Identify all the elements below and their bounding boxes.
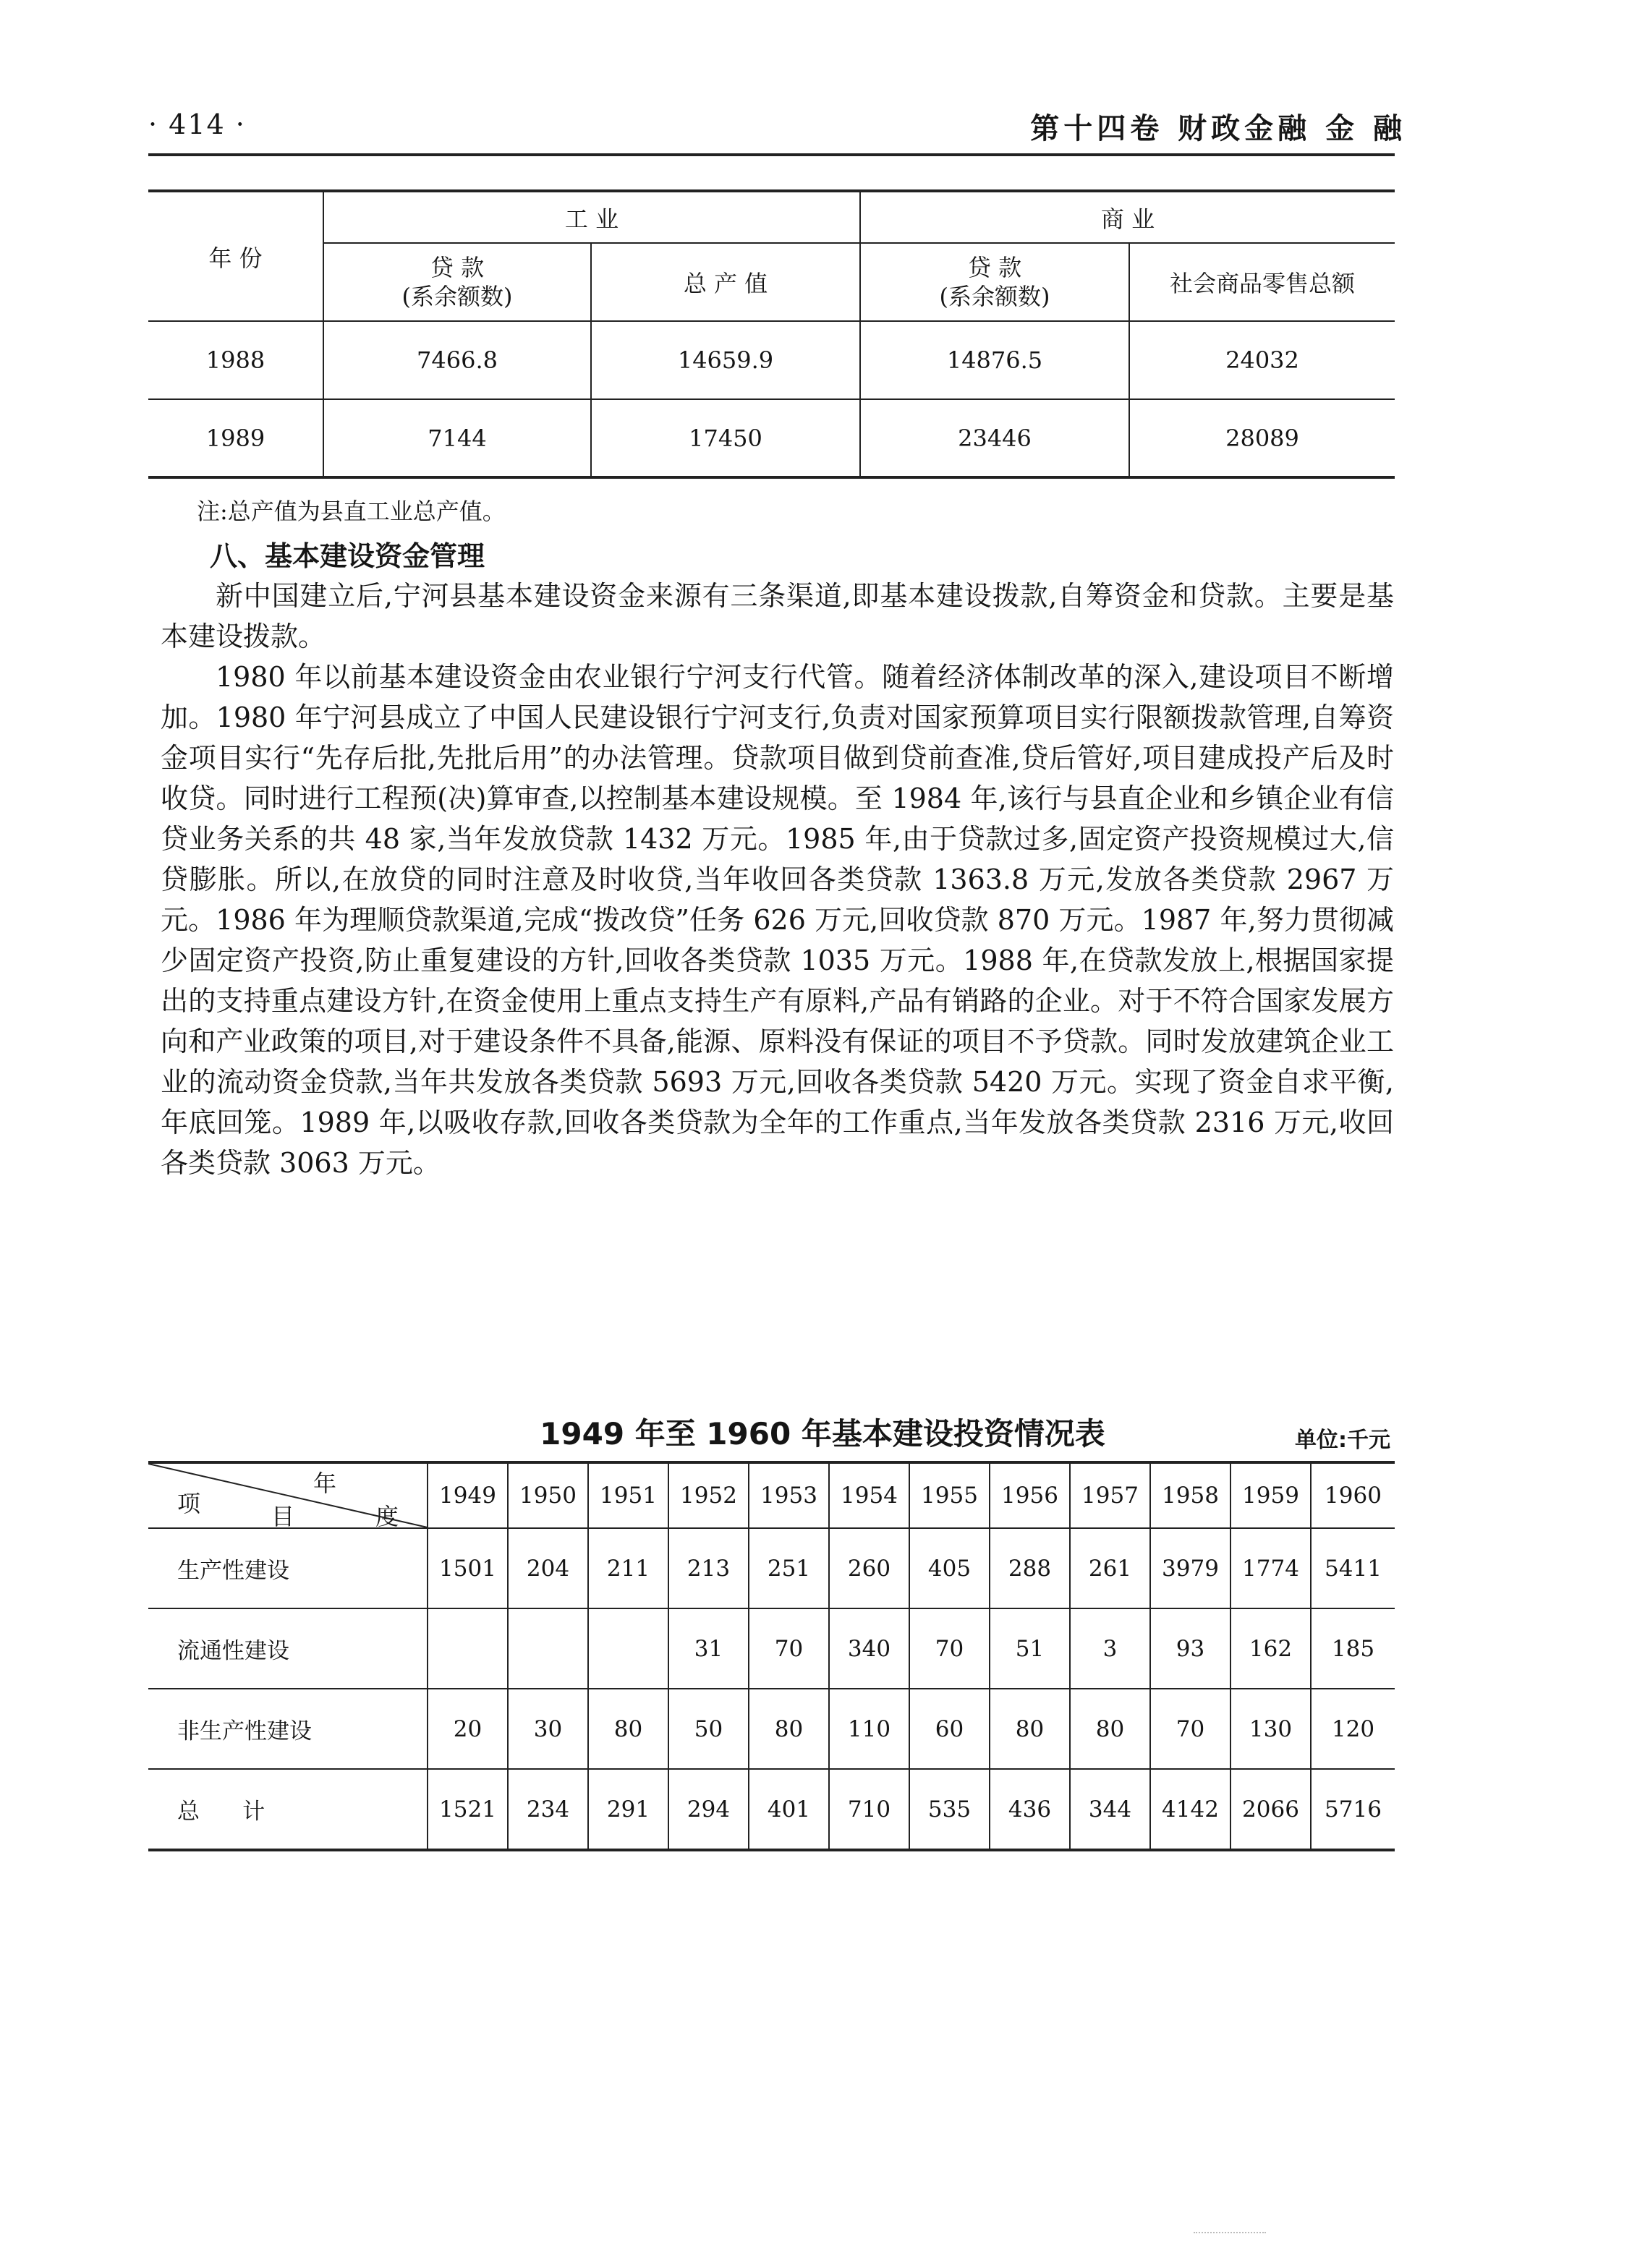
- industry-loan-label: 贷 款: [430, 254, 485, 281]
- table-cell: 1774: [1230, 1528, 1311, 1608]
- table-cell: 51: [990, 1608, 1070, 1689]
- table-row: [148, 1528, 1395, 1608]
- table-cell: 70: [909, 1608, 990, 1689]
- year-cell: 1957: [1070, 1462, 1150, 1528]
- table-cell: 28089: [1129, 399, 1395, 477]
- table-cell: 2066: [1230, 1769, 1311, 1850]
- table-cell: 60: [909, 1689, 990, 1769]
- table-cell: 130: [1230, 1689, 1311, 1769]
- table-cell: 30: [508, 1689, 588, 1769]
- table-cell: 31: [668, 1608, 749, 1689]
- table-cell: 17450: [591, 399, 860, 477]
- table-cell: 211: [588, 1528, 668, 1608]
- table-cell: 1501: [428, 1528, 508, 1608]
- table-cell: 70: [1150, 1689, 1230, 1769]
- commerce-loan-label: 贷 款: [967, 254, 1022, 281]
- row-label: 总 计: [148, 1769, 428, 1850]
- year-cell: 1989: [148, 399, 323, 477]
- industry-commerce-table: [148, 189, 1395, 479]
- year-cell: 1955: [909, 1462, 990, 1528]
- table-cell: 7144: [323, 399, 591, 477]
- commerce-loan-header: [860, 243, 1129, 321]
- table-cell: 110: [829, 1689, 909, 1769]
- table-cell: 344: [1070, 1769, 1150, 1850]
- running-head: 第十四卷 财政金融 金 融: [1030, 111, 1406, 145]
- table-cell: 405: [909, 1528, 990, 1608]
- year-cell: 1960: [1311, 1462, 1395, 1528]
- table-cell: 261: [1070, 1528, 1150, 1608]
- table-cell: 213: [668, 1528, 749, 1608]
- table-row: [148, 1608, 1395, 1689]
- table-cell: 204: [508, 1528, 588, 1608]
- table-cell: 251: [749, 1528, 829, 1608]
- table-cell: 120: [1311, 1689, 1395, 1769]
- header-rule: [148, 153, 1395, 156]
- year-cell: 1951: [588, 1462, 668, 1528]
- year-cell: 1949: [428, 1462, 508, 1528]
- paragraph: 新中国建立后,宁河县基本建设资金来源有三条渠道,即基本建设拨款,自筹资金和贷款。主要是基本建设拨款。: [161, 580, 1394, 652]
- commerce-loan-sublabel: (系余额数): [939, 283, 1050, 310]
- table-note: 注:总产值为县直工业总产值。: [197, 498, 506, 525]
- table-cell: 14659.9: [591, 321, 860, 399]
- table-cell: 80: [749, 1689, 829, 1769]
- paragraph: 1980 年以前基本建设资金由农业银行宁河支行代管。随着经济体制改革的深入,建设项目不断增加。1980 年宁河县成立了中国人民建设银行宁河支行,负责对国家预算项目实行限额拨款管理,自筹资金项目实行“先存后批,先批后用”的办法管理。贷款项目做到贷前查准,贷后管好,项目建成投产后及时收贷。同时进行工程预(决)算审查,以控制基本建设规模。至 1984 年,该行与县直企业和乡镇企业有信贷业务关系的共 48 家,当年发放贷款 1432 万元。1985 年,由于贷款过多,固定资产投资规模过大,信贷膨胀。所以,在放贷的同时注意及时收贷,当年收回各类贷款 1363.8 万元,发放各类贷款 2967 万元。1986 年为理顺贷款渠道,完成“拨改贷”任务 626 万元,回收贷款 870 万元。1987 年,努力贯彻减少固定资产投资,防止重复建设的方针,回收各类贷款 1035 万元。1988 年,在贷款发放上,根据国家提出的支持重点建设方针,在资金使用上重点支持生产有原料,产品有销路的企业。对于不符合国家发展方向和产业政策的项目,对于建设条件不具备,能源、原料没有保证的项目不予贷款。同时发放建筑企业工业的流动资金贷款,当年共发放各类贷款 5693 万元,回收各类贷款 5420 万元。实现了资金自求平衡,年底回笼。1989 年,以吸收存款,回收各类贷款为全年的工作重点,当年发放各类贷款 2316 万元,收回各类贷款 3063 万元。: [161, 661, 1394, 1179]
- table-cell: 535: [909, 1769, 990, 1850]
- page-number: · 414 ·: [148, 108, 246, 140]
- year-cell: 1988: [148, 321, 323, 399]
- section-title: 八、基本建设资金管理: [210, 540, 485, 572]
- table-row: [148, 399, 1395, 477]
- year-cell: 1959: [1230, 1462, 1311, 1528]
- table-cell: 93: [1150, 1608, 1230, 1689]
- table-cell: 291: [588, 1769, 668, 1850]
- scan-specks: [1194, 2232, 1266, 2236]
- investment-table: [148, 1461, 1395, 1851]
- year-cell: 1956: [990, 1462, 1070, 1528]
- table-cell: 3: [1070, 1608, 1150, 1689]
- corner-label-du: 度: [375, 1503, 399, 1530]
- table-cell: [508, 1608, 588, 1689]
- row-label: 非生产性建设: [148, 1689, 428, 1769]
- gross-output-header: 总 产 值: [591, 243, 860, 321]
- table-cell: 5411: [1311, 1528, 1395, 1608]
- table-cell: 4142: [1150, 1769, 1230, 1850]
- corner-label-item: 项: [177, 1490, 201, 1517]
- industry-loan-header: [323, 243, 591, 321]
- table-cell: 50: [668, 1689, 749, 1769]
- corner-label-year: 年: [313, 1470, 337, 1497]
- table-cell: 234: [508, 1769, 588, 1850]
- table-cell: 80: [990, 1689, 1070, 1769]
- year-cell: 1952: [668, 1462, 749, 1528]
- table-cell: 5716: [1311, 1769, 1395, 1850]
- table-cell: 260: [829, 1528, 909, 1608]
- table-cell: 185: [1311, 1608, 1395, 1689]
- table-cell: 3979: [1150, 1528, 1230, 1608]
- industry-loan-sublabel: (系余额数): [401, 283, 513, 310]
- table-cell: 14876.5: [860, 321, 1129, 399]
- table-cell: 162: [1230, 1608, 1311, 1689]
- row-label: 生产性建设: [148, 1528, 428, 1608]
- year-cell: 1958: [1150, 1462, 1230, 1528]
- year-header: 年 份: [148, 191, 323, 321]
- year-cell: 1953: [749, 1462, 829, 1528]
- table-cell: [428, 1608, 508, 1689]
- year-header-row: [148, 1462, 1395, 1528]
- year-cell: 1950: [508, 1462, 588, 1528]
- table-cell: 80: [588, 1689, 668, 1769]
- retail-total-header: 社会商品零售总额: [1129, 243, 1395, 321]
- row-label: 流通性建设: [148, 1608, 428, 1689]
- table-cell: 23446: [860, 399, 1129, 477]
- table-title: 1949 年至 1960 年基本建设投资情况表: [540, 1416, 1105, 1451]
- table-cell: 70: [749, 1608, 829, 1689]
- total-row: [148, 1769, 1395, 1850]
- table-cell: 20: [428, 1689, 508, 1769]
- table-unit: 单位:千元: [1295, 1428, 1390, 1453]
- corner-header-cell: [148, 1462, 428, 1528]
- year-cell: 1954: [829, 1462, 909, 1528]
- commerce-header: 商 业: [860, 191, 1395, 243]
- table-cell: 80: [1070, 1689, 1150, 1769]
- table-cell: 288: [990, 1528, 1070, 1608]
- table-cell: 401: [749, 1769, 829, 1850]
- table-cell: 340: [829, 1608, 909, 1689]
- table-row: [148, 321, 1395, 399]
- table-cell: 1521: [428, 1769, 508, 1850]
- table-cell: 7466.8: [323, 321, 591, 399]
- corner-label-mu: 目: [271, 1503, 295, 1530]
- table-cell: 710: [829, 1769, 909, 1850]
- table-cell: 436: [990, 1769, 1070, 1850]
- table-cell: 294: [668, 1769, 749, 1850]
- industry-header: 工 业: [323, 191, 860, 243]
- table-row: [148, 1689, 1395, 1769]
- table-cell: 24032: [1129, 321, 1395, 399]
- table-cell: [588, 1608, 668, 1689]
